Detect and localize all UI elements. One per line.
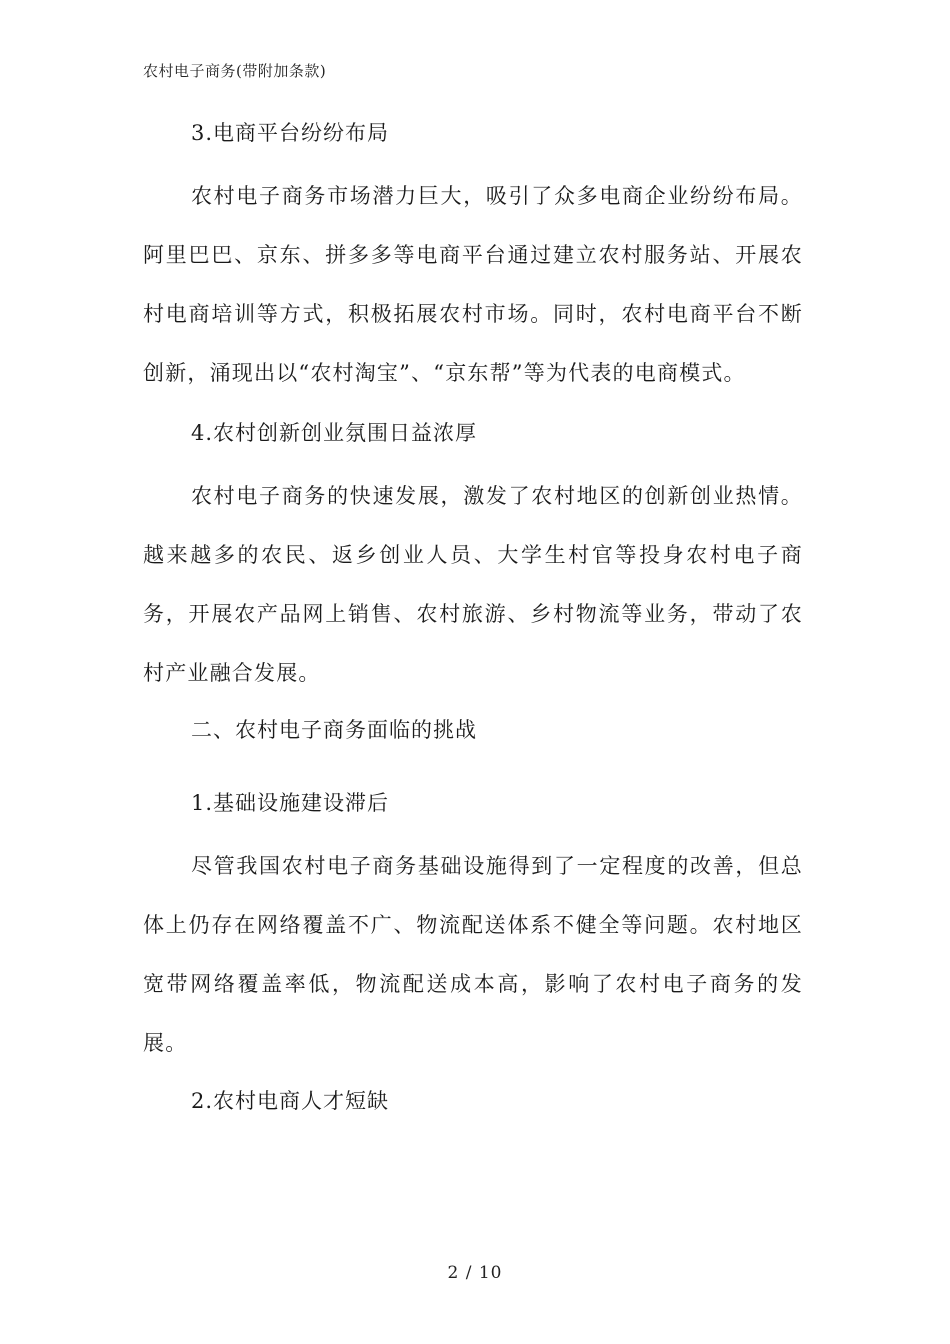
heading-3-platform-layout: 3.电商平台纷纷布局 <box>191 121 390 145</box>
paragraph-infrastructure: 尽管我国农村电子商务基础设施得到了一定程度的改善，但总体上仍存在网络覆盖不广、物流配送体系不健全等问题。农村地区宽带网络覆盖率低，物流配送成本高，影响了农村电子商务的发展。 <box>143 854 803 1055</box>
page-header: 农村电子商务(带附加条款) <box>143 62 327 80</box>
heading-talent-shortage: 2.农村电商人才短缺 <box>191 1089 390 1113</box>
paragraph-platform-layout: 农村电子商务市场潜力巨大，吸引了众多电商企业纷纷布局。阿里巴巴、京东、拼多多等电商平台通过建立农村服务站、开展农村电商培训等方式，积极拓展农村市场。同时，农村电商平台不断创新，涌现出以“农村淘宝”、“京东帮”等为代表的电商模式。 <box>143 184 803 385</box>
page-number: 2 / 10 <box>447 1263 503 1283</box>
heading-4-innovation: 4.农村创新创业氛围日益浓厚 <box>191 421 478 445</box>
heading-infrastructure: 1.基础设施建设滞后 <box>191 791 390 815</box>
paragraph-innovation: 农村电子商务的快速发展，激发了农村地区的创新创业热情。越来越多的农民、返乡创业人员、大学生村官等投身农村电子商务，开展农产品网上销售、农村旅游、乡村物流等业务，带动了农村产业融合发展。 <box>143 484 803 685</box>
section-heading-challenges: 二、农村电子商务面临的挑战 <box>191 718 477 742</box>
